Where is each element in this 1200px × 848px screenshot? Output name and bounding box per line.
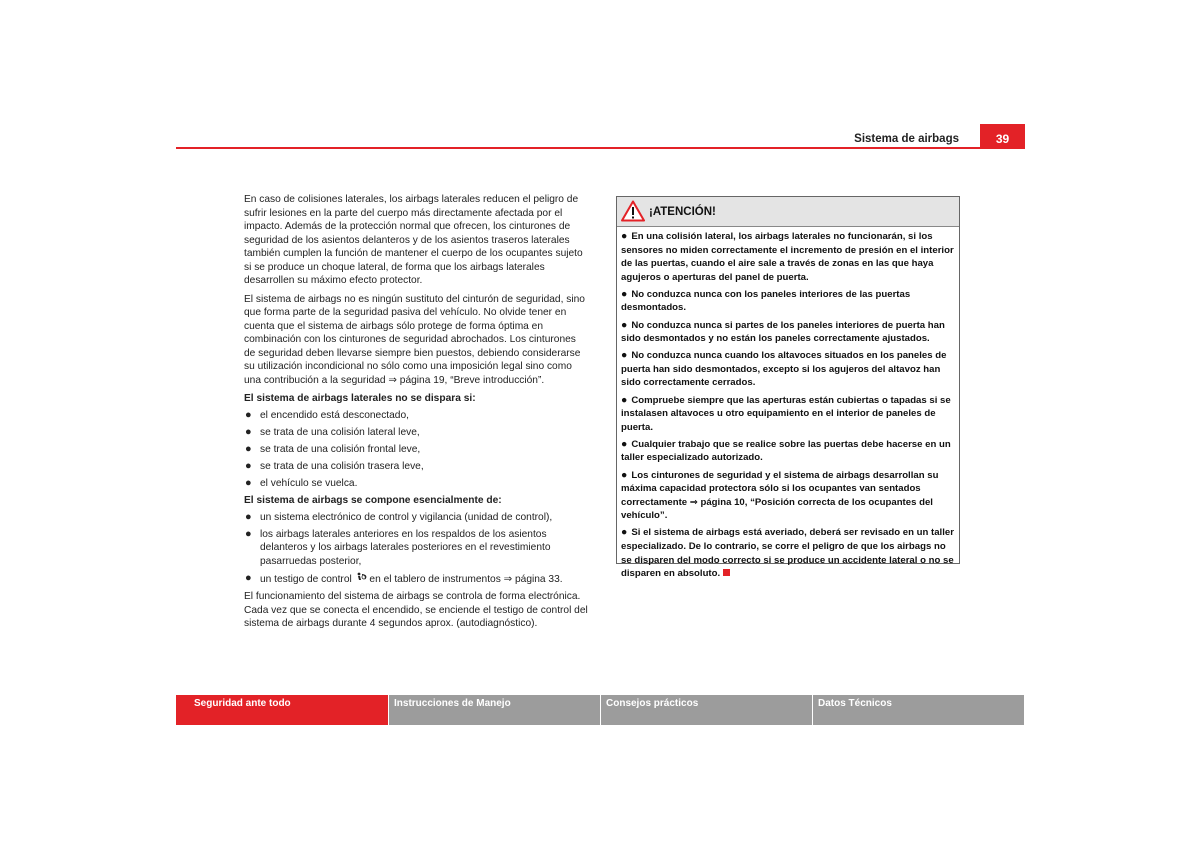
bullet-icon: ●: [621, 318, 628, 331]
bullet-icon: ●: [621, 230, 628, 242]
list-item-text: se trata de una colisión trasera leve,: [260, 460, 424, 472]
paragraph-self-diagnosis: El funcionamiento del sistema de airbags se controla de forma electrónica. Cada vez que se conecta el encendido, se enciende el testigo de control del sistema de airbags durante 4 segundos aprox. (autodiagnóstico).: [244, 591, 588, 629]
bullet-icon: ●: [621, 437, 628, 450]
airbag-warning-light-icon: [355, 572, 367, 583]
warning-item-text: Cualquier trabajo que se realice sobre las puertas debe hacerse en un taller especializado autorizado.: [621, 438, 951, 464]
warning-triangle-icon: [621, 200, 645, 222]
warning-title: ¡ATENCIÓN!: [649, 206, 716, 218]
heading-not-triggered: El sistema de airbags laterales no se dispara si:: [244, 393, 476, 404]
list-item: [244, 426, 590, 440]
bullet-icon: ●: [245, 571, 252, 584]
warning-item-text: Si el sistema de airbags está averiado, deberá ser revisado en un taller especializado. De lo contrario, se corre el peligro de que los airbags no se disparen del modo correcto si se produce un accidente lateral o no se disparen en absoluto.: [621, 527, 954, 580]
left-column: [244, 193, 590, 636]
nav-tab-safety[interactable]: Seguridad ante todo: [176, 695, 388, 725]
list-item: [244, 477, 590, 491]
warning-body: [617, 227, 959, 581]
warning-item: [621, 319, 955, 346]
warning-item: [621, 438, 955, 465]
list-item: [244, 572, 590, 587]
section-end-marker: [723, 569, 730, 576]
list-item-text: se trata de una colisión lateral leve,: [260, 426, 420, 438]
warning-item-text: No conduzca nunca con los paneles interiores de las puertas desmontados.: [621, 288, 911, 314]
bullet-icon: ●: [245, 510, 252, 523]
warning-box: [616, 196, 960, 580]
warning-item-text: No conduzca nunca cuando los altavoces situados en los paneles de puerta han sido desmontados, excepto si los agujeros del altavoz han sido correctamente cerrados.: [621, 350, 947, 389]
bullet-icon: ●: [621, 349, 628, 362]
footer-navigation: [176, 695, 1025, 725]
list-item: [244, 528, 590, 569]
bullet-icon: ●: [621, 468, 628, 481]
page-number: 39: [980, 124, 1025, 149]
list-item: [244, 443, 590, 457]
page-header: [176, 124, 1025, 150]
warning-item-text: No conduzca nunca si partes de los paneles interiores de puerta han sido desmontados y no están los paneles correctamente ajustados.: [621, 319, 945, 345]
bullet-icon: ●: [245, 459, 252, 472]
paragraph-side-collisions: En caso de colisiones laterales, los airbags laterales reducen el peligro de sufrir lesiones en la parte del cuerpo más directamente afectada por el impacto. Además de la protección normal que ofrecen, los cinturones de seguridad de los asientos delanteros y de los asientos traseros laterales también cumplen la función de mantener el cuerpo de los ocupantes sujeto si se produce un choque lateral, de forma que los airbags laterales desarrollen su máximo efecto protector.: [244, 194, 583, 286]
warning-item: [621, 349, 955, 390]
section-title: Sistema de airbags: [854, 133, 959, 145]
list-item-text: el encendido está desconectado,: [260, 409, 409, 421]
bullet-icon: ●: [245, 408, 252, 421]
warning-item: [621, 288, 955, 315]
list-item-text: los airbags laterales anteriores en los respaldos de los asientos delanteros y los airbags laterales posteriores en el revestimiento pasarruedas posterior,: [260, 528, 551, 567]
warning-header: [617, 197, 959, 227]
warning-item-text: Los cinturones de seguridad y el sistema de airbags desarrollan su máxima capacidad protectora sólo si los ocupantes van sentados correctamente ⇒ página 10, “Posición correcta de los ocupantes del vehículo”.: [621, 469, 939, 522]
list-item-text: el vehículo se vuelca.: [260, 477, 358, 489]
warning-item: [621, 526, 955, 580]
nav-tab-operating-instructions[interactable]: Instrucciones de Manejo: [389, 695, 600, 725]
bullet-icon: ●: [621, 287, 628, 300]
bullet-icon: ●: [245, 425, 252, 438]
nav-tab-practical-tips[interactable]: Consejos prácticos: [601, 695, 812, 725]
heading-components: El sistema de airbags se compone esencialmente de:: [244, 495, 502, 506]
bullet-icon: ●: [621, 526, 628, 539]
header-rule: [176, 147, 1025, 149]
list-item: [244, 511, 590, 525]
warning-item: [621, 230, 955, 284]
list-item: [244, 460, 590, 474]
list-item-text-b: en el tablero de instrumentos ⇒ página 33.: [366, 573, 563, 585]
warning-item: [621, 469, 955, 523]
warning-item-text: En una colisión lateral, los airbags laterales no funcionarán, si los sensores no miden correctamente el incremento de presión en el interior de las puertas, cuando el aire sale a través de zonas en las que haya agujeros o aperturas del panel de puerta.: [621, 231, 954, 283]
list-components: [244, 511, 590, 587]
nav-tab-technical-data[interactable]: Datos Técnicos: [813, 695, 1024, 725]
list-item-text: un sistema electrónico de control y vigilancia (unidad de control),: [260, 511, 553, 523]
paragraph-seatbelt: El sistema de airbags no es ningún sustituto del cinturón de seguridad, sino que forma parte de la seguridad pasiva del vehículo. No olvide tener en cuenta que el sistema de airbags sólo protege de forma óptima en combinación con los cinturones de seguridad abrochados. Los cinturones de seguridad deben llevarse siempre bien puestos, debiendo considerarse su utilización incondicional no sólo como una imposición legal sino como una contribución a la seguridad ⇒ página 19, “Breve introducción”.: [244, 293, 585, 386]
list-item-text-a: un testigo de control: [260, 573, 355, 585]
bullet-icon: ●: [245, 442, 252, 455]
bullet-icon: ●: [621, 393, 628, 406]
list-item-text: se trata de una colisión frontal leve,: [260, 443, 421, 455]
bullet-icon: ●: [245, 476, 252, 489]
list-not-triggered: [244, 409, 590, 491]
warning-item: [621, 394, 955, 435]
bullet-icon: ●: [245, 527, 252, 540]
list-item: [244, 409, 590, 423]
warning-item-text: Compruebe siempre que las aperturas están cubiertas o tapadas si se instalasen altavoces u otro equipamiento en el interior de paneles de puerta.: [621, 394, 951, 433]
